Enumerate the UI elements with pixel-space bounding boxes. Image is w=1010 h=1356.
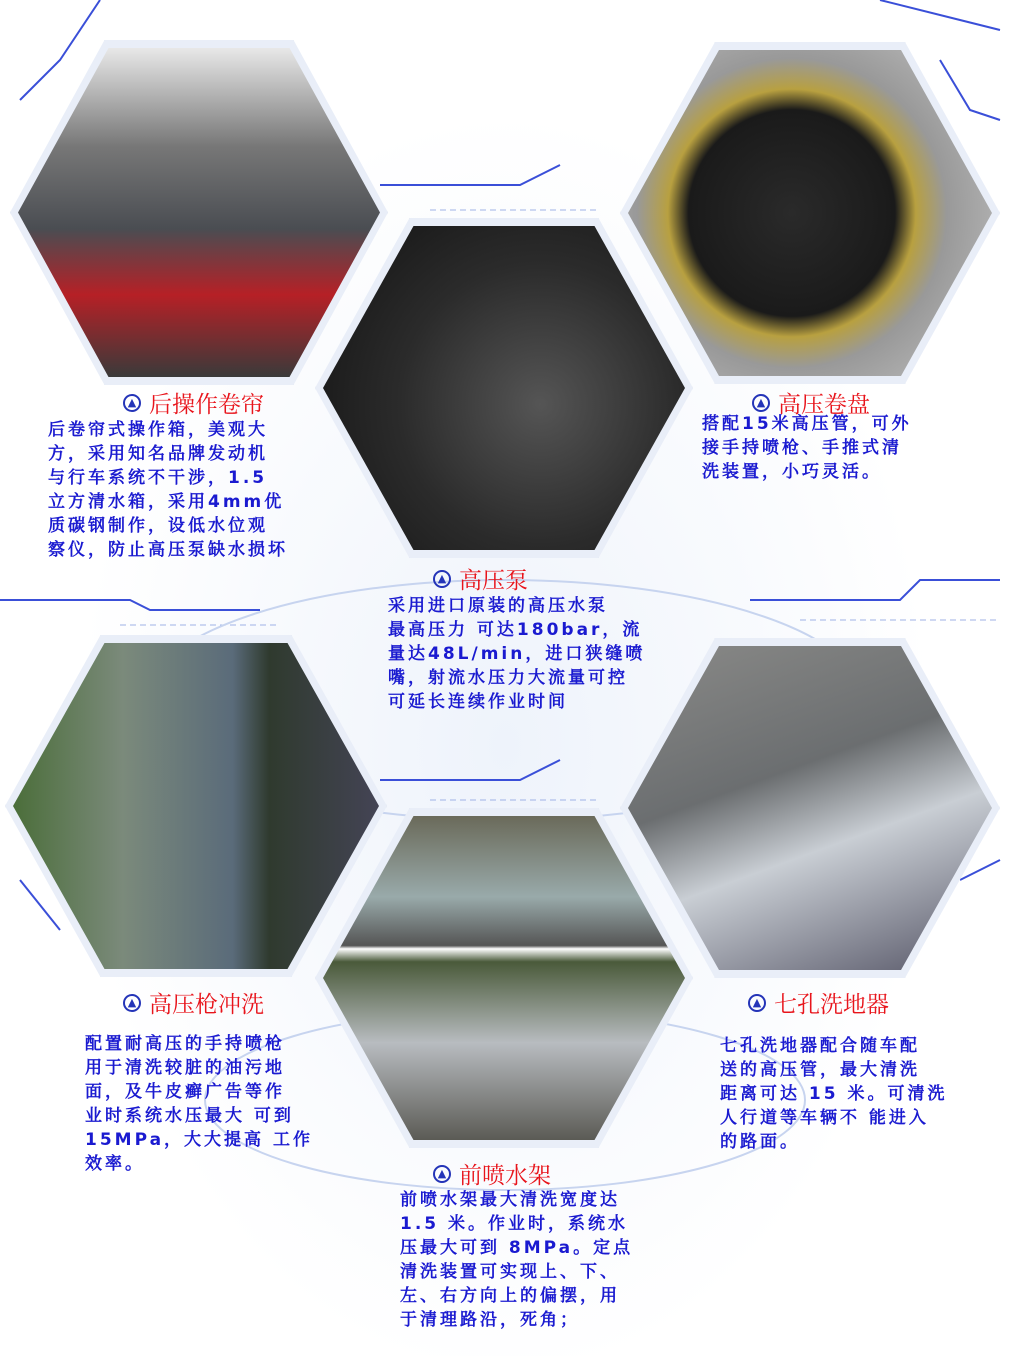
title-text: 高压卷盘: [778, 392, 870, 418]
section-title-floor-washer: [748, 986, 889, 1019]
chevron-up-circle-icon: ▲: [123, 394, 141, 412]
title-text: 后操作卷帘: [149, 392, 264, 418]
title-text: 高压泵: [459, 568, 528, 594]
title-text: 七孔洗地器: [774, 992, 889, 1018]
section-text-pump: 采用进口原装的高压水泵 最高压力 可达180bar，流 量达48L/min，进口狭缝喷 嘴，射流水压力大流量可控 可延长连续作业时间: [388, 596, 646, 712]
section-title-pump: [433, 562, 528, 595]
section-text-hose-reel: 搭配15米高压管，可外 接手持喷枪、手推式清 洗装置，小巧灵活。: [702, 414, 912, 482]
chevron-up-circle-icon: ▲: [123, 994, 141, 1012]
title-text: 高压枪冲洗: [149, 992, 264, 1018]
section-text-front-spray: 前喷水架最大清洗宽度达 1.5 米。作业时，系统水 压最大可到 8MPa。定点 清洗装置可实现上、下、 左、右方向上的偏摆，用 于清理路沿，死角；: [400, 1190, 634, 1330]
section-title-front-spray: [433, 1157, 551, 1190]
title-text: 前喷水架: [459, 1163, 551, 1189]
section-text-floor-washer: 七孔洗地器配合随车配 送的高压管，最大清洗 距离可达 15 米。可清洗 人行道等车辆不 能进入 的路面。: [720, 1036, 948, 1152]
chevron-up-circle-icon: ▲: [433, 570, 451, 588]
section-title-gun-washing: [123, 986, 264, 1019]
chevron-up-circle-icon: ▲: [752, 394, 770, 412]
section-text-gun-washing: 配置耐高压的手持喷枪 用于清洗较脏的油污地 面，及牛皮癣广告等作 业时系统水压最大 可到 15MPa，大大提高 工作 效率。: [85, 1034, 313, 1174]
chevron-up-circle-icon: ▲: [748, 994, 766, 1012]
chevron-up-circle-icon: ▲: [433, 1165, 451, 1183]
section-text-rear-shutter: 后卷帘式操作箱，美观大 方，采用知名品牌发动机 与行车系统不干涉，1.5 立方清水箱，采用4mm优 质碳钢制作，设低水位观 察仪，防止高压泵缺水损坏: [48, 420, 288, 560]
section-title-rear-shutter: [123, 386, 264, 419]
